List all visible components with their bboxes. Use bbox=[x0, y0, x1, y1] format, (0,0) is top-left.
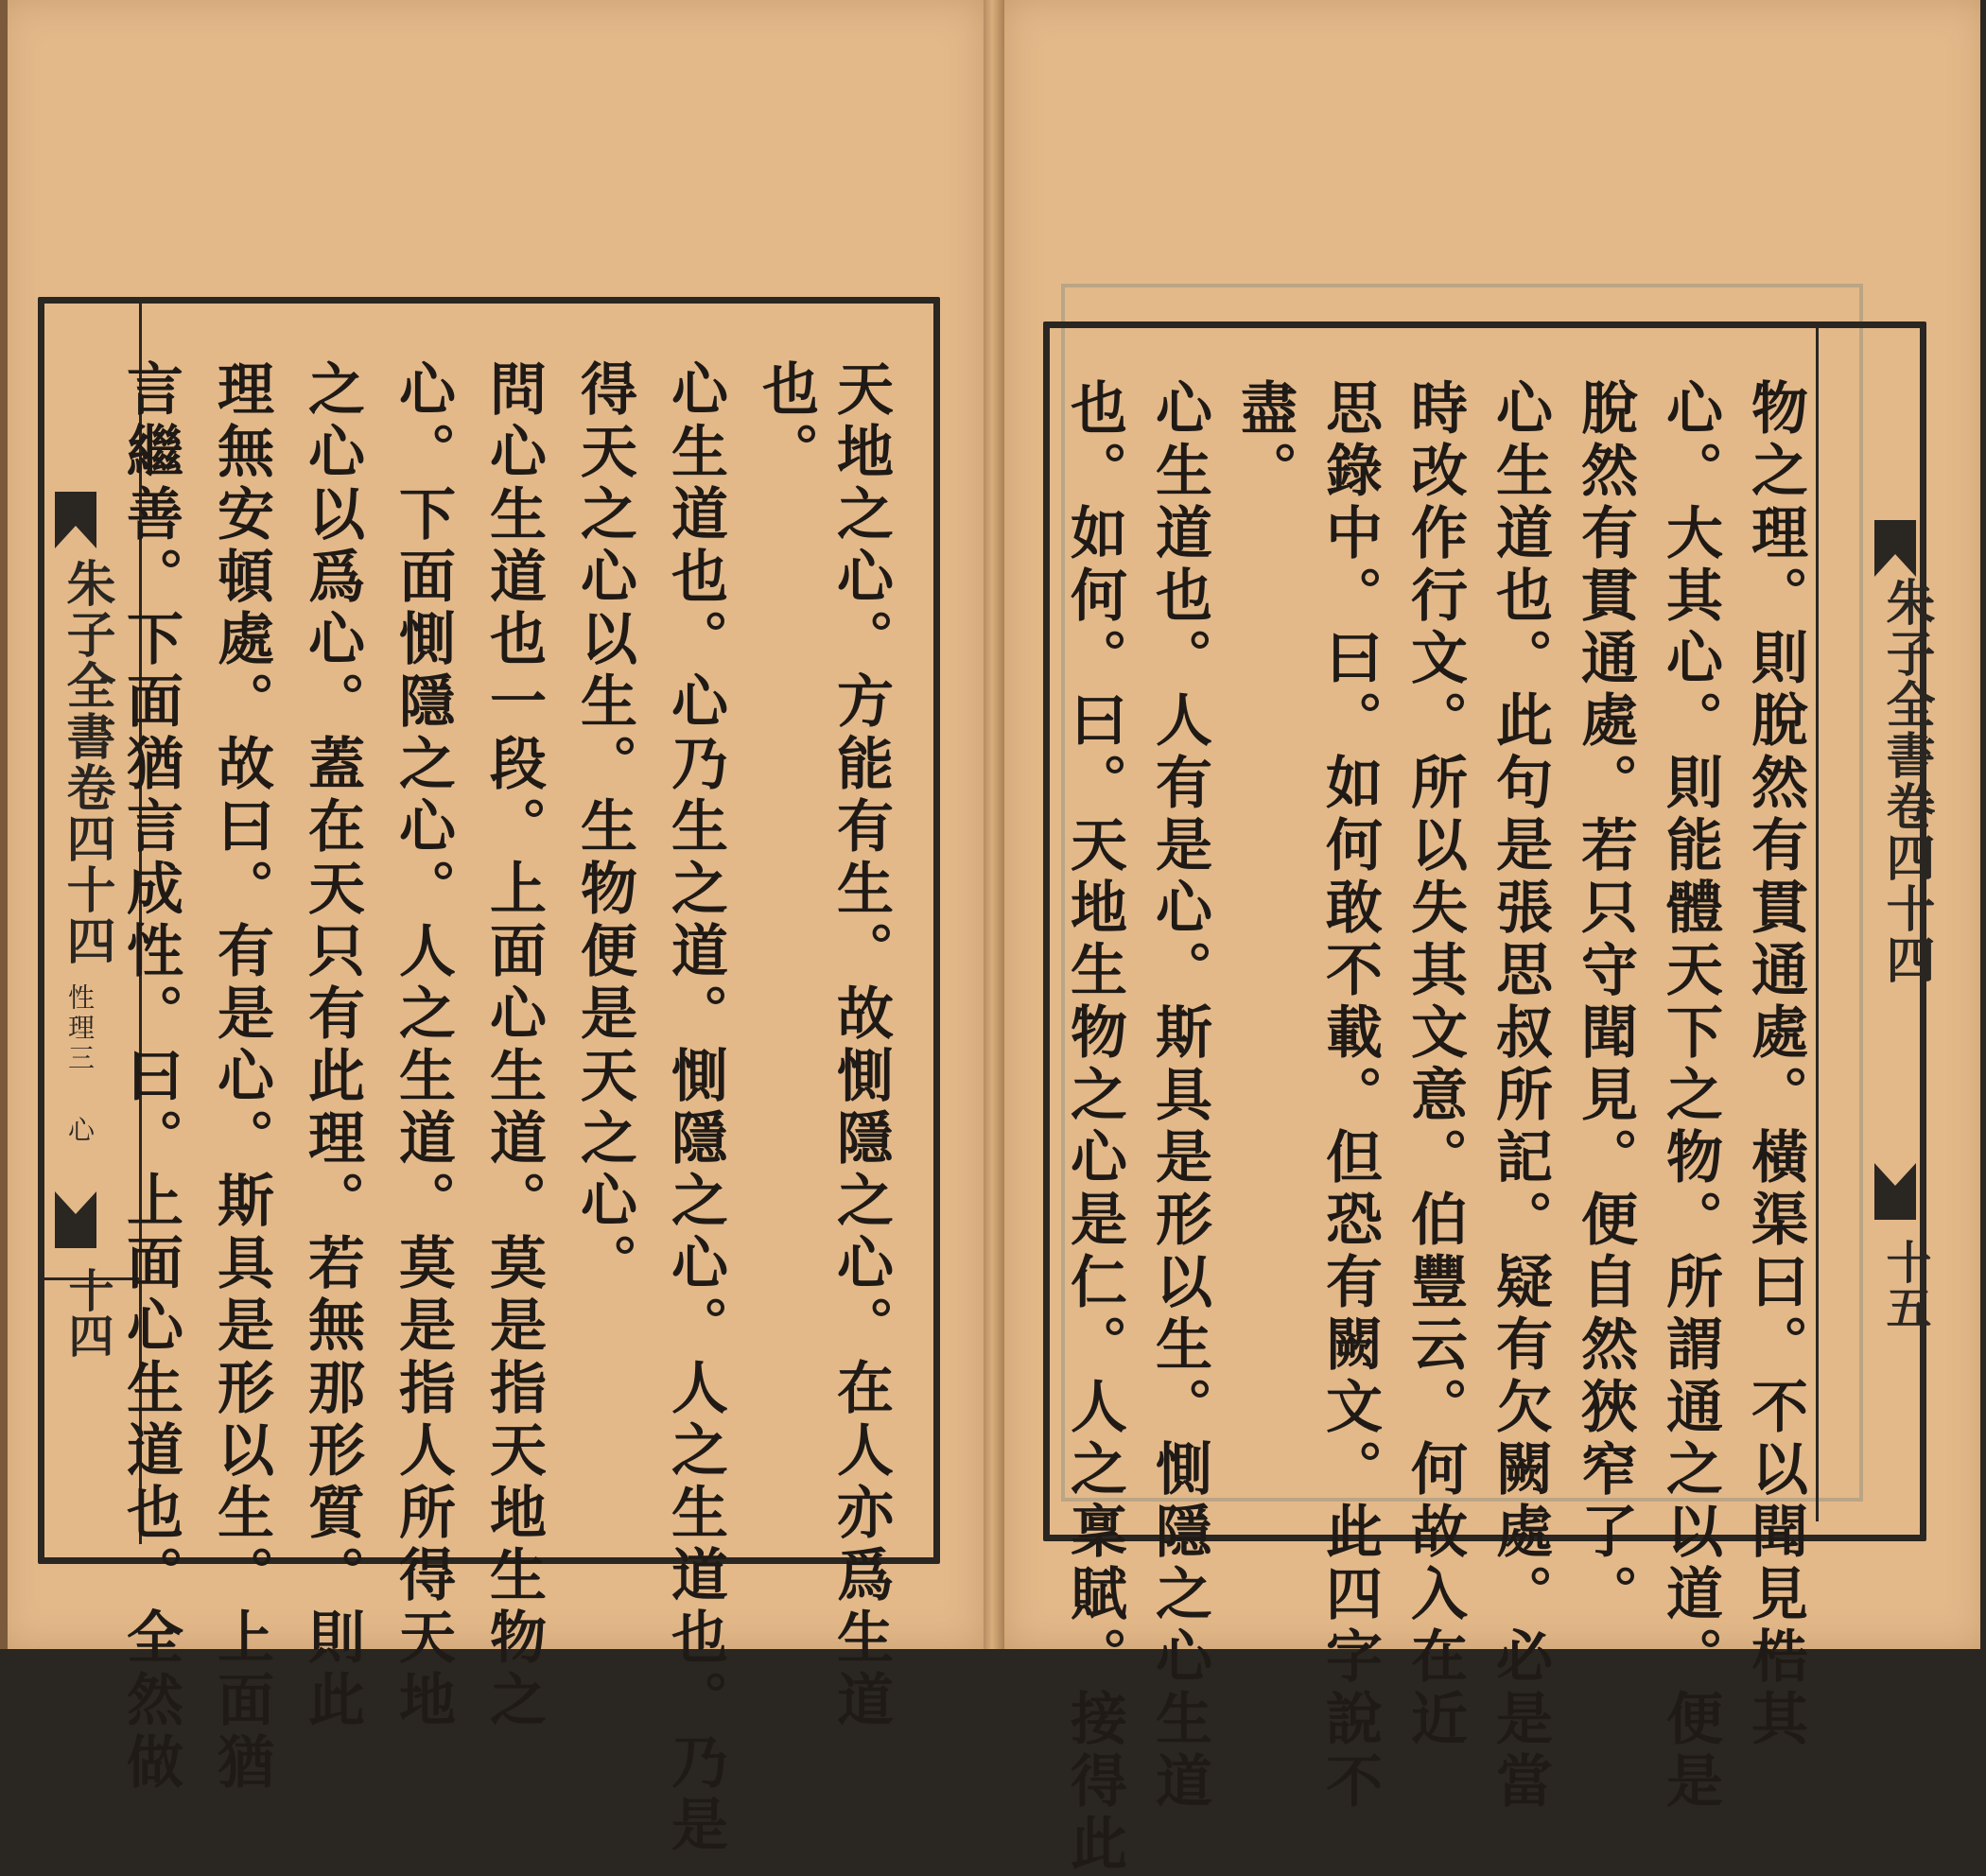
left-col-5: 問心生道也一段。上面心生道。莫是指天地生物之 bbox=[480, 359, 547, 1732]
left-page bbox=[0, 0, 984, 1857]
background-edge bbox=[1980, 0, 1986, 1649]
gutter bbox=[984, 0, 1004, 1649]
left-margin-title: 朱子全書卷四十四 bbox=[58, 558, 115, 966]
right-col-2: 心。大其心。則能體天下之物。所謂通之以道。便是 bbox=[1657, 378, 1723, 1814]
left-col-1: 天地之心。方能有生。故惻隱之心。在人亦爲生道 bbox=[828, 359, 894, 1732]
right-folio: 十五 bbox=[1878, 1239, 1931, 1329]
right-col-3: 脫然有貫通處。若只守聞見。便自然狹窄了。 bbox=[1572, 378, 1638, 1626]
left-col-4: 得天之心以生。生物便是天之心。 bbox=[571, 359, 637, 1295]
right-col-1: 物之理。則脫然有貫通處。橫渠曰。不以聞見梏其 bbox=[1742, 378, 1808, 1751]
right-col-6: 思錄中。曰。如何敢不載。但恐有闕文。此四字說不 bbox=[1316, 378, 1383, 1814]
right-col-7: 盡。 bbox=[1231, 378, 1298, 503]
left-margin-section: 性理三 bbox=[64, 983, 96, 1074]
binding-edge bbox=[0, 0, 8, 1649]
right-col-8: 心生道也。人有是心。斯具是形以生。惻隱之心生道 bbox=[1146, 378, 1212, 1814]
left-col-3: 心生道也。心乃生之道。惻隱之心。人之生道也。乃是 bbox=[662, 359, 728, 1857]
left-margin-topic: 心 bbox=[64, 1116, 96, 1146]
right-col-4: 心生道也。此句是張思叔所記。疑有欠闕處。必是當 bbox=[1487, 378, 1553, 1814]
right-col-5: 時改作行文。所以失其文意。伯豐云。何故入在近 bbox=[1402, 378, 1468, 1751]
left-col-9: 言繼善。下面猶言成性。曰。上面心生道也。全然做 bbox=[117, 359, 183, 1795]
left-col-2: 也。 bbox=[753, 359, 819, 484]
left-folio: 十四 bbox=[61, 1267, 113, 1358]
left-col-7: 之心以爲心。蓋在天只有此理。若無那形質。則此 bbox=[299, 359, 365, 1732]
right-col-9: 也。如何。曰。天地生物之心是仁。人之稟賦。接得此 bbox=[1061, 378, 1127, 1876]
left-col-6: 心。下面惻隱之心。人之生道。莫是指人所得天地 bbox=[390, 359, 456, 1732]
left-col-8: 理無安頓處。故曰。有是心。斯具是形以生。上面猶 bbox=[208, 359, 274, 1795]
right-margin-title: 朱子全書卷四十四 bbox=[1877, 577, 1935, 985]
margin-divider bbox=[1816, 328, 1819, 1521]
right-page bbox=[1004, 0, 1986, 1876]
